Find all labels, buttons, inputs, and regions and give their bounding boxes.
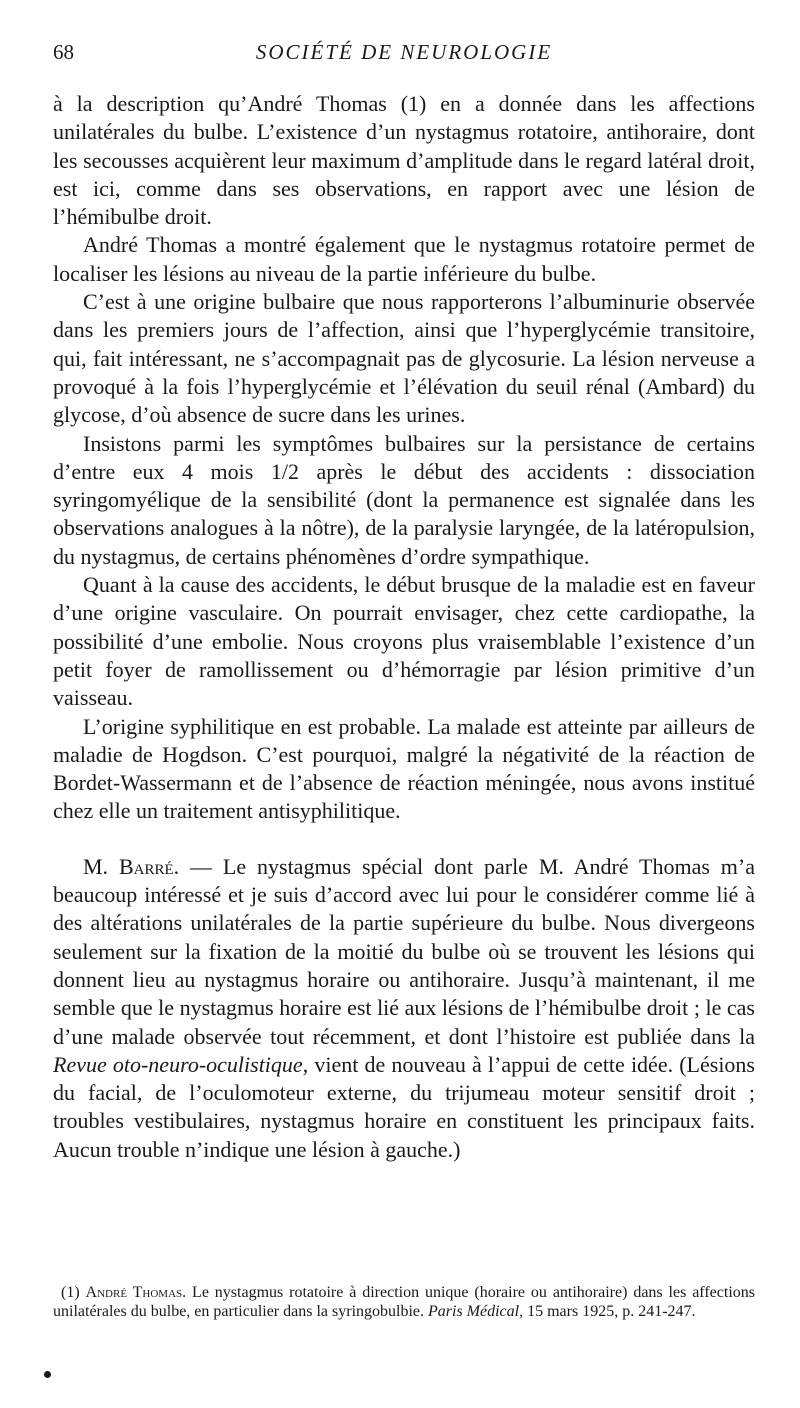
paragraph: à la description qu’André Thomas (1) en a donnée dans les affections unilatérales du bulbe. L’existence d’un nystagmus rotatoire, antihoraire, dont les secousses acquièrent leur maximum d’amplitude dans le regard latéral droit, est ici, comme dans ses observations, en rapport avec une lésion de l’hémibulbe droit. xyxy=(53,91,755,230)
running-header xyxy=(53,40,755,70)
paragraph: Insistons parmi les symptômes bulbaires sur la persistance de certains d’entre eux 4 mois 1/2 après le début des accidents : dissociation syringomyélique de la sensibilité (dont la permanence est signalée dans les observations analogues à la nôtre), de la paralysie laryngée, de la latéropulsion, du nystagmus, de certains phénomènes d’ordre sympathique. xyxy=(53,430,755,569)
footnote xyxy=(53,1283,755,1321)
body-text xyxy=(53,90,755,1164)
discussion-text-end: , vient de nouveau à l’appui de cette idée. (Lésions du facial, de l’oculomoteur externe, du trijumeau moteur sensitif droit ; troubles vestibulaires, nystagmus horaire en constituent les principaux faits. Aucun trouble n’indique une lésion à gauche.) xyxy=(53,1051,755,1162)
paragraph: André Thomas a montré également que le nystagmus rotatoire permet de localiser les lésions au niveau de la partie inférieure du bulbe. xyxy=(53,232,755,286)
footnote-text: Le nystagmus rotatoire à direction unique (horaire ou antihoraire) dans les affections unilatérales du bulbe, en particulier dans la syringobulbie. xyxy=(53,1284,755,1320)
page-number: 68 xyxy=(53,40,74,64)
running-title: SOCIÉTÉ DE NEUROLOGIE xyxy=(255,40,553,64)
paragraph: Quant à la cause des accidents, le début brusque de la maladie est en faveur d’une origine vasculaire. On pourrait envisager, chez cette cardiopathe, la possibilité d’une embolie. Nous croyons plus vraisemblable l’existence d’un petit foyer de ramollissement ou d’hémorragie par lésion primitive d’un vaisseau. xyxy=(53,572,755,711)
ink-dot xyxy=(44,1371,51,1378)
footnote-author: André Thomas. xyxy=(85,1284,187,1301)
footnote-marker: (1) xyxy=(61,1284,86,1301)
discussion-paragraph xyxy=(53,853,755,1164)
speaker-name: M. Barré. xyxy=(83,853,180,879)
footnote-journal: Paris Médical, xyxy=(428,1303,524,1320)
paragraph: L’origine syphilitique en est probable. La malade est atteinte par ailleurs de maladie de Hogdson. C’est pourquoi, malgré la négativité de la réaction de Bordet-Wassermann et de l’absence de réaction méningée, nous avons institué chez elle un traitement antisyphilitique. xyxy=(53,713,755,824)
journal-title: Revue oto-neuro-oculistique xyxy=(53,1051,303,1077)
discussion-text: — Le nystagmus spécial dont parle M. André Thomas m’a beaucoup intéressé et je suis d’accord avec lui pour le considérer comme lié à des altérations unilatérales de la partie supérieure du bulbe. Nous divergeons seulement sur la fixation de la moitié du bulbe où se trouvent les lésions qui donnent lieu au nystagmus horaire ou antihoraire. Jusqu’à maintenant, il me semble que le nystagmus horaire est lié aux lésions de l’hémibulbe droit ; le cas d’une malade observée tout récemment, et dont l’histoire est publiée dans la xyxy=(53,853,756,1049)
paragraph: C’est à une origine bulbaire que nous rapporterons l’albuminurie observée dans les premiers jours de l’affection, ainsi que l’hyperglycémie transitoire, qui, fait intéressant, ne s’accompagnait pas de glycosurie. La lésion nerveuse a provoqué à la fois l’hyperglycémie et l’élévation du seuil rénal (Ambard) du glycose, d’où absence de sucre dans les urines. xyxy=(53,289,755,428)
footnote-reference: 15 mars 1925, p. 241-247. xyxy=(523,1303,696,1320)
